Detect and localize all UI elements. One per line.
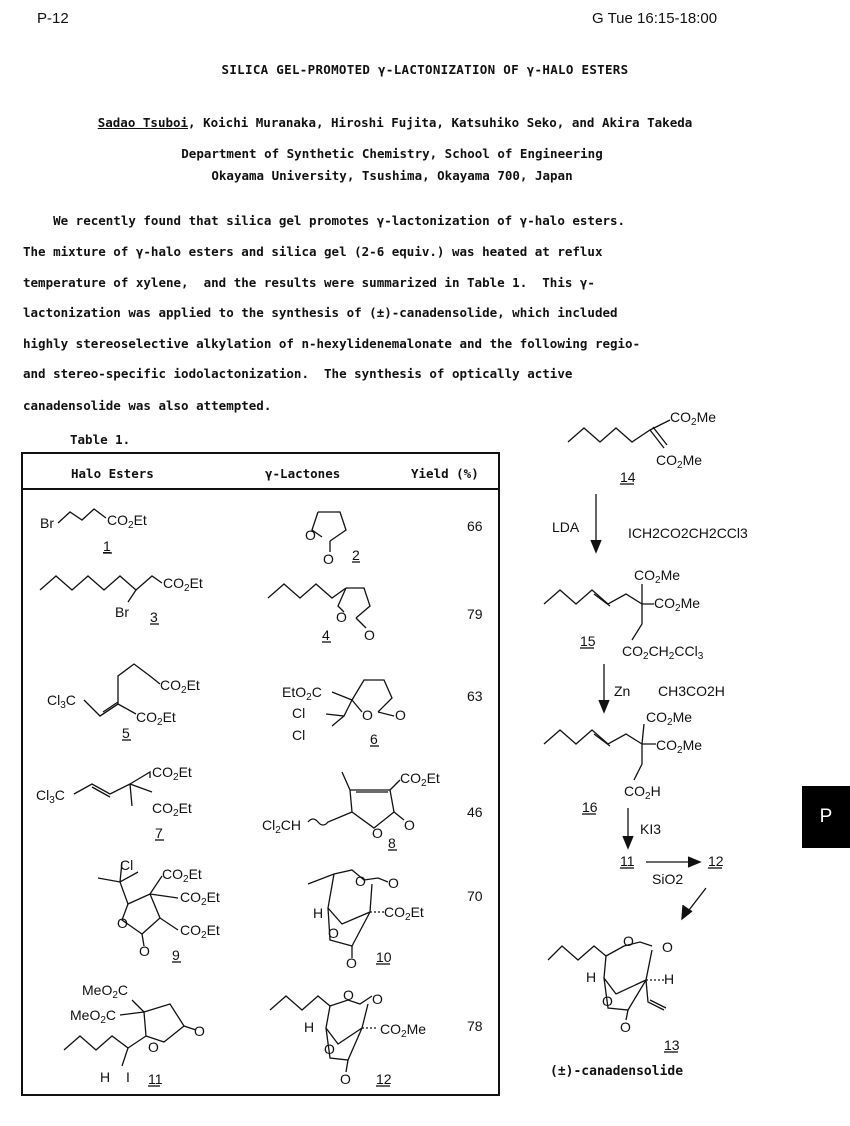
svg-text:O: O: [372, 825, 383, 841]
svg-text:O: O: [117, 915, 128, 931]
structure-compound-8: [262, 770, 440, 851]
compound-label: 4: [322, 627, 330, 643]
structure-compound-16: [544, 709, 702, 815]
structure-compound-6: [282, 680, 406, 747]
svg-text:CO2Me: $CO_2Me$: [380, 1021, 427, 1040]
reagent-text: CH3CO2H: [658, 683, 725, 699]
structure-compound-7: [36, 764, 192, 841]
svg-text:CO2H: $CO_2H$: [624, 783, 661, 802]
compound-label: 15: [580, 633, 596, 649]
svg-text:O: O: [620, 1019, 631, 1035]
body-line: The mixture of γ-halo esters and silica gel (2-6 equiv.) was heated at reflux: [23, 244, 603, 259]
yield-value: 79: [467, 606, 483, 622]
structure-compound-4: [268, 584, 375, 643]
svg-text:Cl3C: $Cl_3C$: [47, 692, 76, 711]
structure-compound-3: [40, 575, 203, 625]
compound-label: 5: [122, 725, 130, 741]
structure-compound-12: [270, 987, 426, 1087]
body-line: We recently found that silica gel promotes γ-lactonization of γ-halo esters.: [23, 213, 626, 228]
svg-text:CO2Me: $CO_2Me$: [656, 452, 703, 471]
svg-text:CO2Et: $CO_2Et$: [180, 922, 220, 941]
table-header-yield: Yield (%): [411, 466, 479, 481]
svg-text:CO2Et: $CO_2Et$: [152, 800, 192, 819]
structure-compound-9: [98, 857, 220, 963]
table-header-lactones: γ-Lactones: [265, 466, 341, 481]
svg-text:Cl3C: $Cl_3C$: [36, 787, 65, 806]
structure-compound-10: [308, 870, 424, 971]
reagent-text: SiO2: [652, 871, 684, 887]
svg-text:O: O: [602, 993, 613, 1009]
svg-text:O: O: [323, 551, 334, 567]
reagent-text: Zn: [614, 683, 631, 699]
reagent-text: LDA: [552, 519, 580, 535]
svg-text:CO2Me: $CO_2Me$: [656, 737, 703, 756]
yield-value: 78: [467, 1018, 483, 1034]
svg-text:O: O: [362, 707, 373, 723]
compound-label: 11: [148, 1071, 163, 1087]
svg-text:CO2Et: $CO_2Et$: [152, 764, 192, 783]
svg-text:CO2Me: $CO_2Me$: [654, 595, 701, 614]
yield-value: 46: [467, 804, 483, 820]
svg-text:CO2CH2CCl3: $CO_2CH_2CCl_3$: [622, 643, 704, 662]
svg-text:Cl2CH: $Cl_2CH$: [262, 817, 302, 836]
svg-text:CO2Me: $CO_2Me$: [670, 409, 717, 428]
yield-value: 66: [467, 518, 483, 534]
svg-text:H: H: [304, 1019, 315, 1035]
structure-compound-5: [47, 664, 200, 741]
svg-text:O: O: [305, 527, 316, 543]
compound-label: 7: [155, 825, 163, 841]
affiliation-line-2: Okayama University, Tsushima, Okayama 700, Japan: [211, 168, 573, 183]
svg-text:Cl: Cl: [120, 857, 134, 873]
compound-label: 12: [708, 853, 724, 869]
svg-text:CO2Et: $CO_2Et$: [180, 889, 220, 908]
body-line: temperature of xylene, and the results were summarized in Table 1. This γ-: [23, 275, 595, 290]
compound-label: 6: [370, 731, 378, 747]
compound-label: 13: [664, 1037, 680, 1053]
svg-text:O: O: [324, 1041, 335, 1057]
svg-text:H: H: [664, 971, 675, 987]
compound-label: 3: [150, 609, 158, 625]
compound-label: 2: [352, 547, 360, 563]
svg-text:Cl: Cl: [292, 705, 306, 721]
svg-text:O: O: [404, 817, 415, 833]
compound-label: 11: [620, 853, 635, 869]
svg-text:O: O: [372, 991, 383, 1007]
body-line: highly stereoselective alkylation of n-hexylidenemalonate and the following regio-: [23, 336, 641, 351]
svg-text:CO2Me: $CO_2Me$: [646, 709, 693, 728]
affiliation-line-1: Department of Synthetic Chemistry, School of Engineering: [181, 146, 603, 161]
svg-text:CO2Et: $CO_2Et$: [160, 677, 200, 696]
body-line: and stereo-specific iodolactonization. The synthesis of optically active: [23, 366, 573, 381]
svg-text:EtO2C: EtO$_2$C: [282, 684, 322, 703]
compound-label: 10: [376, 949, 392, 965]
svg-text:O: O: [662, 939, 673, 955]
product-name: (±)-canadensolide: [550, 1064, 684, 1079]
svg-text:O: O: [194, 1023, 205, 1039]
reagent-text: ICH2CO2CH2CCl3: [628, 525, 748, 541]
svg-text:O: O: [343, 987, 354, 1003]
svg-text:CO2Et: $CO_2Et$: [107, 512, 147, 531]
svg-text:O: O: [148, 1039, 159, 1055]
structure-compound-13: [548, 933, 680, 1053]
svg-text:O: O: [388, 875, 399, 891]
session-tab: P: [802, 786, 850, 848]
compound-label: 8: [388, 835, 396, 851]
compound-label: 16: [582, 799, 598, 815]
compound-label: 1: [103, 538, 111, 554]
svg-text:H: H: [313, 905, 324, 921]
co-authors: , Koichi Muranaka, Hiroshi Fujita, Katsuhiko Seko, and Akira Takeda: [188, 115, 693, 130]
reagent-text: KI3: [640, 821, 662, 837]
structure-compound-15: [544, 567, 704, 662]
structure-compound-2: [305, 512, 360, 567]
paper-title: SILICA GEL-PROMOTED γ-LACTONIZATION OF γ-HALO ESTERS: [221, 62, 629, 77]
svg-text:H: H: [586, 969, 597, 985]
yield-value: 70: [467, 888, 483, 904]
compound-label: 14: [620, 469, 636, 485]
svg-text:CO2Et: $CO_2Et$: [384, 904, 424, 923]
svg-text:O: O: [395, 707, 406, 723]
svg-text:Br: Br: [115, 604, 129, 620]
yield-value: 63: [467, 688, 483, 704]
svg-text:MeO2C: MeO$_2$C: [82, 982, 129, 1001]
svg-text:CO2Et: $CO_2Et$: [162, 866, 202, 885]
presenting-author: Sadao Tsuboi: [97, 115, 189, 130]
page-code: P-12: [37, 10, 69, 27]
session-time: G Tue 16:15-18:00: [592, 10, 718, 27]
structure-compound-11: [64, 982, 205, 1087]
compound-label: 12: [376, 1071, 392, 1087]
svg-text:CO2Et: $CO_2Et$: [136, 709, 176, 728]
table-caption: Table 1.: [70, 432, 131, 447]
structure-compound-14: [568, 409, 716, 485]
svg-text:Br: Br: [40, 515, 54, 531]
svg-text:O: O: [139, 943, 150, 959]
svg-text:Cl: Cl: [292, 727, 306, 743]
svg-text:O: O: [346, 955, 357, 971]
table-header-halo-esters: Halo Esters: [71, 466, 154, 481]
body-line: canadensolide was also attempted.: [23, 398, 272, 413]
svg-text:O: O: [336, 609, 347, 625]
svg-text:H: H: [100, 1069, 111, 1085]
svg-text:O: O: [340, 1071, 351, 1087]
svg-text:O: O: [364, 627, 375, 643]
svg-text:CO2Et: $CO_2Et$: [400, 770, 440, 789]
svg-text:O: O: [355, 873, 366, 889]
structure-compound-1: [40, 509, 147, 554]
svg-text:MeO2C: MeO$_2$C: [70, 1007, 117, 1026]
svg-text:O: O: [328, 925, 339, 941]
compound-label: 9: [172, 947, 180, 963]
svg-text:CO2Et: $CO_2Et$: [163, 575, 203, 594]
svg-text:I: I: [126, 1069, 130, 1085]
svg-text:O: O: [623, 933, 634, 949]
svg-text:CO2Me: $CO_2Me$: [634, 567, 681, 586]
body-line: lactonization was applied to the synthesis of (±)-canadensolide, which included: [23, 305, 618, 320]
